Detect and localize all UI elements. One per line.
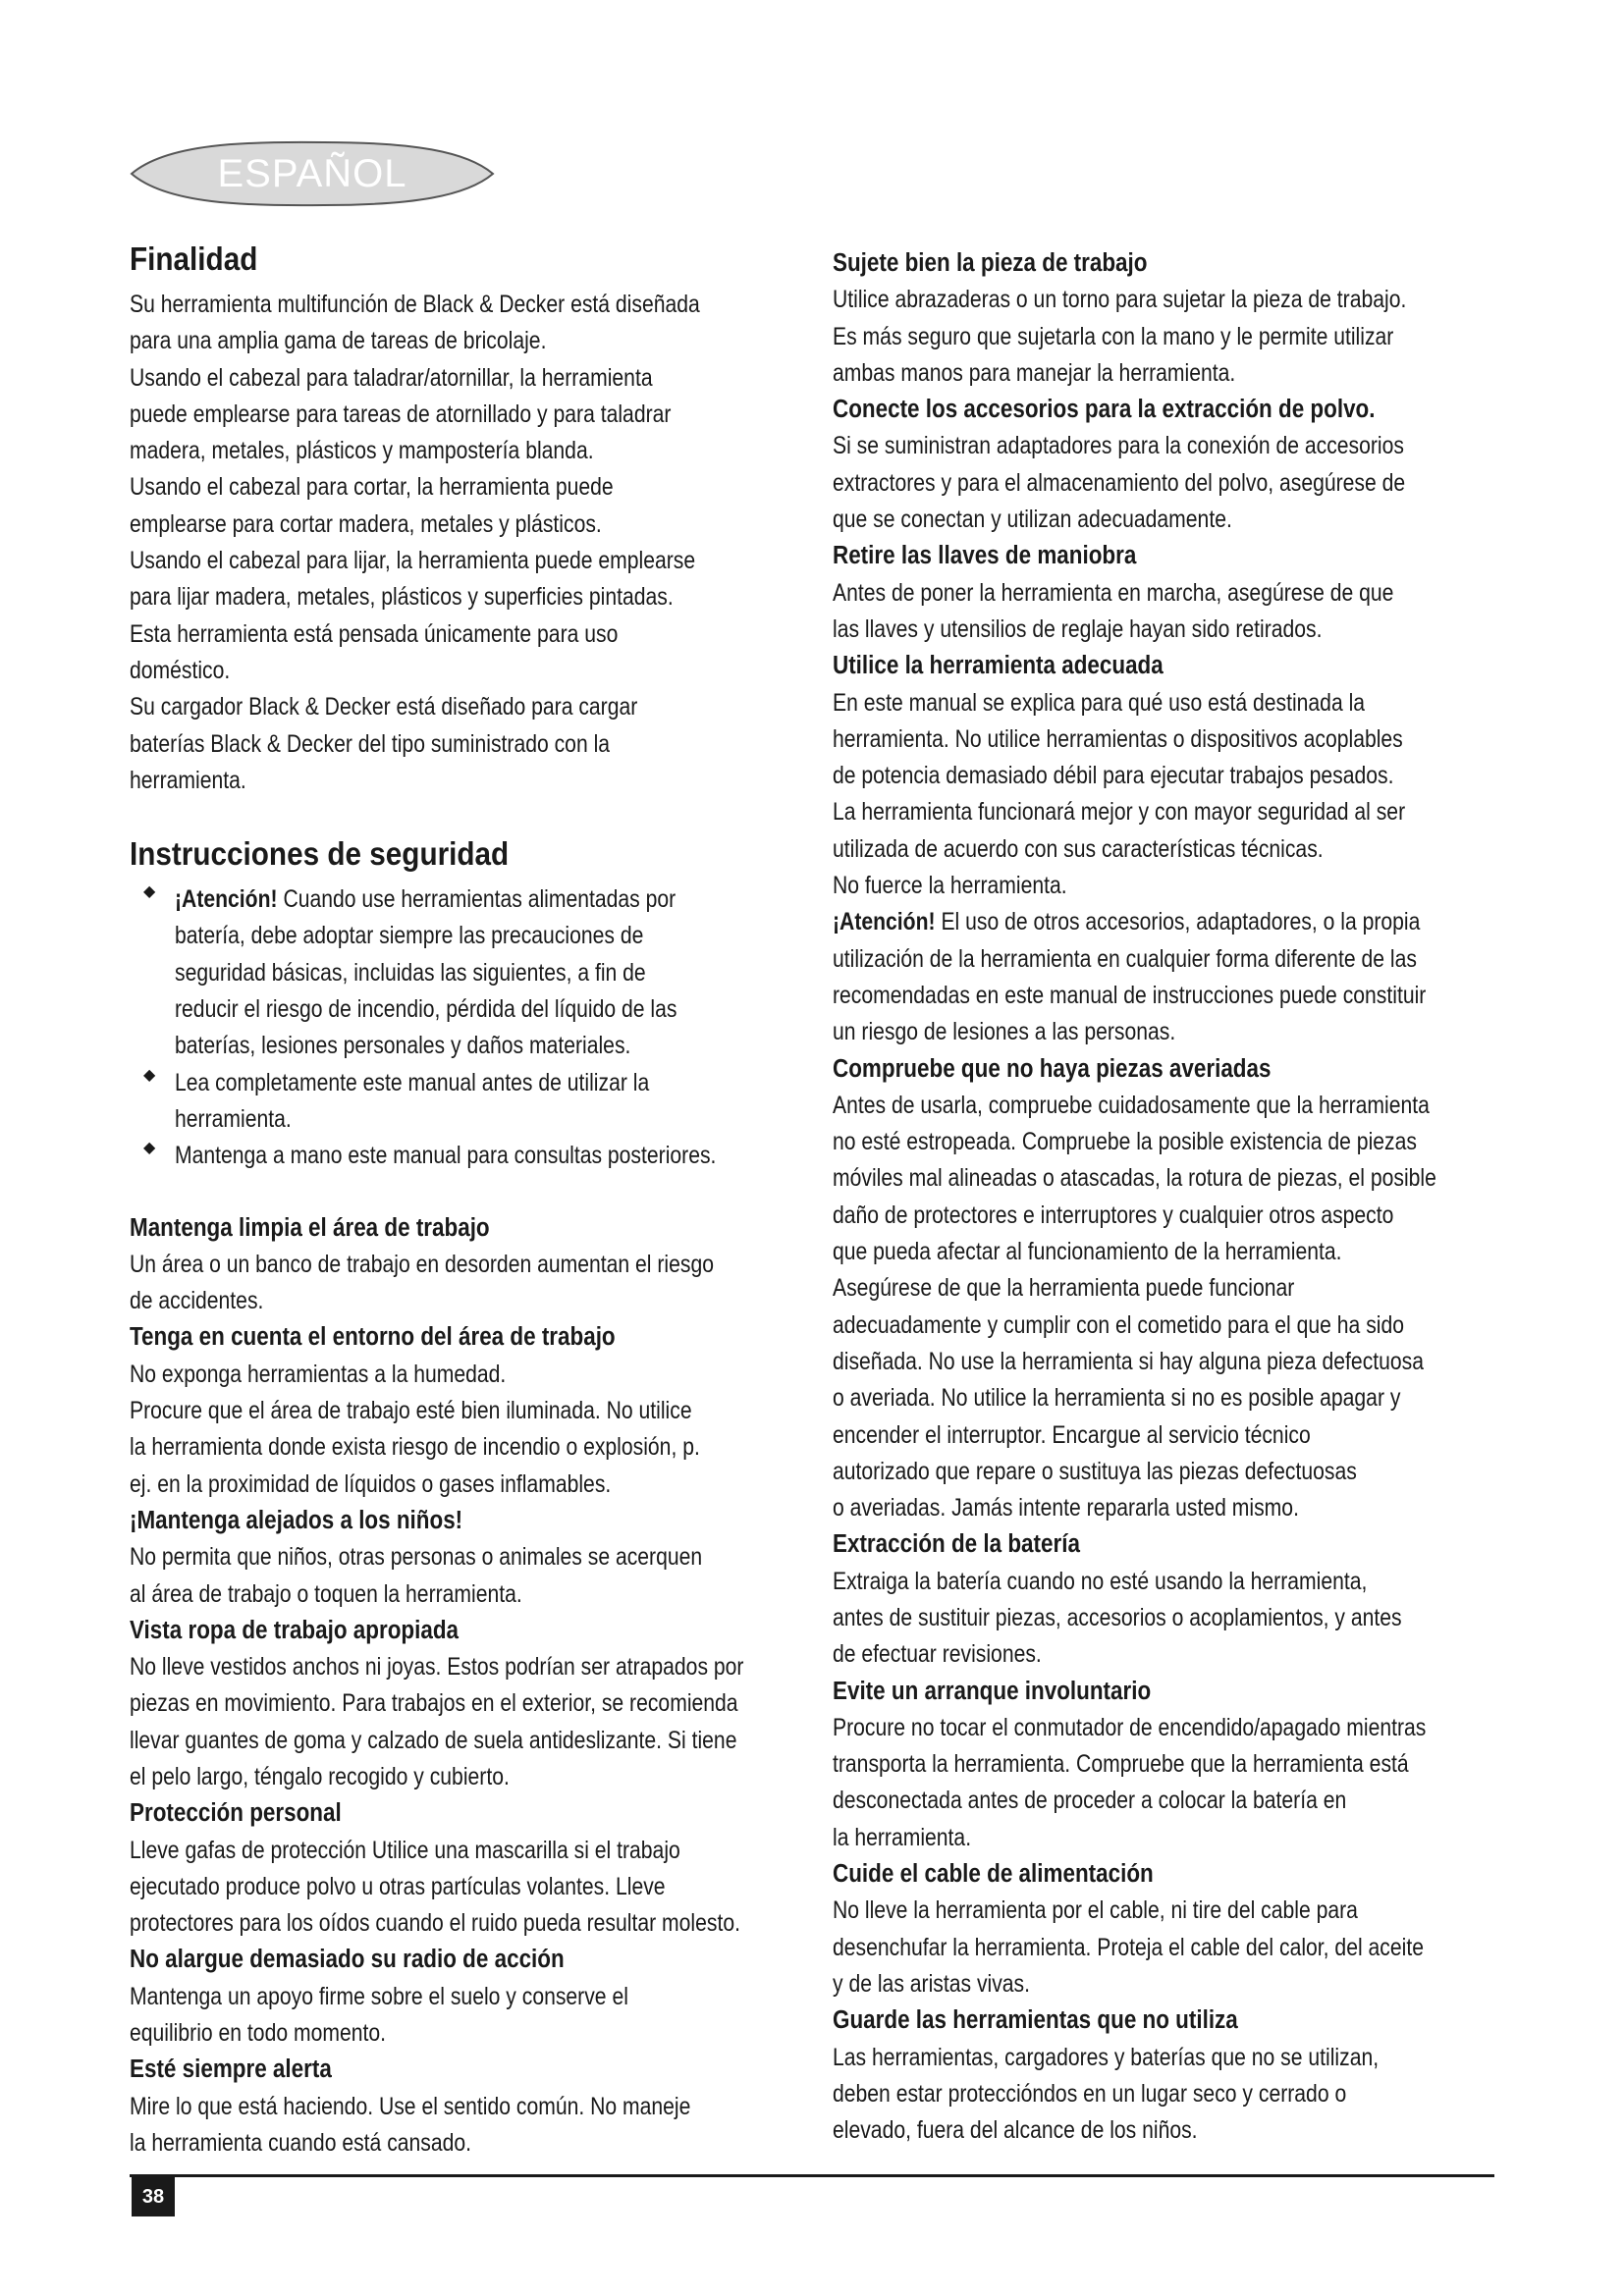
text-line: para una amplia gama de tareas de bricolaje. <box>130 328 547 355</box>
text-line: para lijar madera, metales, plásticos y superficies pintadas. <box>130 584 674 612</box>
text-line <box>175 881 795 918</box>
text-line: Antes de poner la herramienta en marcha, asegúrese de que <box>833 579 1394 607</box>
text-line: No permita que niños, otras personas o animales se acerquen <box>130 1544 703 1572</box>
text-line: herramienta. No utilice herramientas o dispositivos acoplables <box>833 725 1403 753</box>
text-line: elevado, fuera del alcance de los niños. <box>833 2117 1198 2145</box>
warning-label: ¡Atención! <box>833 909 936 936</box>
text-line: Su herramienta multifunción de Black & Decker está diseñada <box>130 292 700 318</box>
text-line: No fuerce la herramienta. <box>833 873 1067 900</box>
text-line: que se conectan y utilizan adecuadamente. <box>833 507 1232 534</box>
text-line: Utilice abrazaderas o un torno para sujetar la pieza de trabajo. <box>833 287 1407 314</box>
text-line: transporta la herramienta. Compruebe que la herramienta está <box>833 1751 1409 1779</box>
text-line: ej. en la proximidad de líquidos o gases inflamables. <box>130 1470 612 1498</box>
language-badge <box>128 139 497 208</box>
text-line: de potencia demasiado débil para ejecutar trabajos pesados. <box>833 763 1394 790</box>
text-line: ejecutado produce polvo u otras partículas volantes. Lleve <box>130 1873 666 1900</box>
text-line: desenchufar la herramienta. Proteja el cable del calor, del aceite <box>833 1934 1424 1961</box>
text-line: o averiada. No utilice la herramienta si no es posible apagar y <box>833 1385 1401 1413</box>
text-line: herramienta. <box>130 767 246 794</box>
text-line: al área de trabajo o toquen la herramienta. <box>130 1580 522 1608</box>
text-line: Procure que el área de trabajo esté bien iluminada. No utilice <box>130 1398 692 1425</box>
text-line: la herramienta donde exista riesgo de incendio o explosión, p. <box>130 1434 700 1462</box>
text-line: El uso de otros accesorios, adaptadores, o la propia <box>935 909 1421 936</box>
text-line: adecuadamente y cumplir con el cometido para el que ha sido <box>833 1311 1405 1339</box>
text-line: utilizada de acuerdo con sus características técnicas. <box>833 835 1324 863</box>
text-line: No lleve vestidos anchos ni joyas. Estos podrían ser atrapados por <box>130 1654 744 1682</box>
subsection-title: Vista ropa de trabajo apropiada <box>130 1616 460 1644</box>
text-line: autorizado que repare o sustituya las piezas defectuosas <box>833 1458 1357 1485</box>
text-line: encender el interruptor. Encargue al servicio técnico <box>833 1421 1311 1449</box>
text-line: Mire lo que está haciendo. Use el sentido común. No maneje <box>130 2093 691 2120</box>
text-line: Usando el cabezal para lijar, la herramienta puede emplearse <box>130 548 696 575</box>
left-column <box>130 240 797 2162</box>
text-line: móviles mal alineadas o atascadas, la rotura de piezas, el posible <box>833 1165 1436 1193</box>
text-line: Las herramientas, cargadores y baterías que no se utilizan, <box>833 2044 1380 2071</box>
text-line: que pueda afectar al funcionamiento de la herramienta. <box>833 1239 1342 1266</box>
text-line: madera, metales, plásticos y mampostería blanda. <box>130 438 594 465</box>
text-line: Antes de usarla, compruebe cuidadosamente que la herramienta <box>833 1092 1430 1119</box>
text-line <box>833 904 1496 940</box>
text-line: y de las aristas vivas. <box>833 1970 1031 1998</box>
text-line: Procure no tocar el conmutador de encendido/apagado mientras <box>833 1714 1427 1741</box>
text-line: Si se suministran adaptadores para la conexión de accesorios <box>833 433 1404 460</box>
text-line: o averiadas. Jamás intente repararla usted mismo. <box>833 1495 1299 1522</box>
bullet-item <box>130 1065 797 1139</box>
subsection-title: Retire las llaves de maniobra <box>833 542 1137 570</box>
text-line: Su cargador Black & Decker está diseñado para cargar <box>130 694 638 721</box>
text-line: Lea completamente este manual antes de utilizar la <box>175 1069 650 1096</box>
text-line: deben estar proteccióndos en un lugar seco y cerrado o <box>833 2080 1347 2108</box>
text-line: no esté estropeada. Compruebe la posible existencia de piezas <box>833 1129 1417 1156</box>
text-line: daño de protectores e interruptores y cualquier otros aspecto <box>833 1201 1394 1229</box>
bullet-item <box>130 881 797 1064</box>
language-label: ESPAÑOL <box>217 151 407 195</box>
text-line: En este manual se explica para qué uso está destinada la <box>833 689 1366 717</box>
subsection-title: Tenga en cuenta el entorno del área de trabajo <box>130 1323 616 1352</box>
footer-divider <box>130 2174 1494 2177</box>
diamond-bullet-icon: ◆ <box>143 1066 156 1084</box>
text-line: Esta herramienta está pensada únicamente para uso <box>130 620 619 648</box>
text-line: las llaves y utensilios de reglaje hayan sido retirados. <box>833 615 1323 643</box>
subsection-title: Cuide el cable de alimentación <box>833 1860 1154 1889</box>
section-title-seguridad: Instrucciones de seguridad <box>130 835 510 873</box>
subsection-title: Protección personal <box>130 1799 342 1828</box>
subsection-title: Esté siempre alerta <box>130 2056 332 2084</box>
subsection-title: No alargue demasiado su radio de acción <box>130 1946 565 1974</box>
text-line: utilización de la herramienta en cualquier forma diferente de las <box>833 945 1417 973</box>
page-number: 38 <box>132 2177 175 2216</box>
text-line: Mantenga a mano este manual para consultas posteriores. <box>175 1143 717 1170</box>
text-line: diseñada. No use la herramienta si hay alguna pieza defectuosa <box>833 1348 1425 1375</box>
bullet-item <box>130 1138 797 1174</box>
text-line: puede emplearse para tareas de atornillado y para taladrar <box>130 400 672 428</box>
subsection-title: Guarde las herramientas que no utiliza <box>833 2006 1238 2035</box>
text-line: antes de sustituir piezas, accesorios o acoplamientos, y antes <box>833 1604 1402 1631</box>
diamond-bullet-icon: ◆ <box>143 883 156 901</box>
text-line: desconectada antes de proceder a colocar la batería en <box>833 1788 1347 1815</box>
text-line: de accidentes. <box>130 1288 264 1315</box>
text-line: Cuando use herramientas alimentadas por <box>277 886 677 914</box>
text-line: batería, debe adoptar siempre las precauciones de <box>175 923 644 950</box>
diamond-bullet-icon: ◆ <box>143 1140 156 1157</box>
text-line: un riesgo de lesiones a las personas. <box>833 1019 1176 1046</box>
text-line: Mantenga un apoyo firme sobre el suelo y conserve el <box>130 1983 628 2010</box>
text-line: doméstico. <box>130 657 231 684</box>
text-line: seguridad básicas, incluidas las siguientes, a fin de <box>175 959 646 987</box>
text-line: piezas en movimiento. Para trabajos en el exterior, se recomienda <box>130 1690 738 1718</box>
subsection-title: Mantenga limpia el área de trabajo <box>130 1213 490 1242</box>
text-line: herramienta. <box>175 1105 292 1133</box>
text-line: emplearse para cortar madera, metales y plásticos. <box>130 510 602 538</box>
text-line: el pelo largo, téngalo recogido y cubierto. <box>130 1763 510 1790</box>
warning-label: ¡Atención! <box>175 886 278 914</box>
right-column <box>833 245 1498 2149</box>
text-line: No lleve la herramienta por el cable, ni tire del cable para <box>833 1897 1358 1925</box>
subsection-title: ¡Mantenga alejados a los niños! <box>130 1506 463 1534</box>
subsection-title: Sujete bien la pieza de trabajo <box>833 249 1148 277</box>
text-line: Asegúrese de que la herramienta puede funcionar <box>833 1275 1295 1303</box>
subsection-title: Conecte los accesorios para la extracción de polvo. <box>833 396 1376 424</box>
text-line: baterías Black & Decker del tipo suministrado con la <box>130 730 611 758</box>
subsection-title: Utilice la herramienta adecuada <box>833 652 1164 680</box>
text-line: La herramienta funcionará mejor y con mayor seguridad al ser <box>833 799 1406 827</box>
text-line: equilibrio en todo momento. <box>130 2020 387 2048</box>
subsection-title: Evite un arranque involuntario <box>833 1677 1152 1705</box>
text-line: baterías, lesiones personales y daños materiales. <box>175 1033 631 1060</box>
text-line: Usando el cabezal para cortar, la herramienta puede <box>130 474 614 502</box>
text-line: recomendadas en este manual de instrucciones puede constituir <box>833 982 1427 1009</box>
text-line: Lleve gafas de protección Utilice una mascarilla si el trabajo <box>130 1837 680 1864</box>
subsection-title: Extracción de la batería <box>833 1530 1080 1559</box>
text-line: Un área o un banco de trabajo en desorden aumentan el riesgo <box>130 1251 714 1278</box>
text-line: Extraiga la batería cuando no esté usando la herramienta, <box>833 1568 1368 1595</box>
section-title-finalidad: Finalidad <box>130 240 258 277</box>
text-line: de efectuar revisiones. <box>833 1641 1042 1669</box>
text-line: la herramienta cuando está cansado. <box>130 2129 472 2157</box>
text-line: Es más seguro que sujetarla con la mano y le permite utilizar <box>833 323 1394 350</box>
text-line: protectores para los oídos cuando el ruido pueda resultar molesto. <box>130 1910 740 1938</box>
text-line: ambas manos para manejar la herramienta. <box>833 359 1236 387</box>
subsection-title: Compruebe que no haya piezas averiadas <box>833 1054 1272 1083</box>
finalidad-body <box>130 287 797 799</box>
text-line: extractores y para el almacenamiento del polvo, asegúrese de <box>833 469 1406 497</box>
text-line: reducir el riesgo de incendio, pérdida del líquido de las <box>175 996 677 1024</box>
text-line: No exponga herramientas a la humedad. <box>130 1361 507 1388</box>
text-line: la herramienta. <box>833 1824 972 1851</box>
text-line: llevar guantes de goma y calzado de suela antideslizante. Si tiene <box>130 1727 737 1754</box>
text-line: Usando el cabezal para taladrar/atornillar, la herramienta <box>130 364 653 392</box>
